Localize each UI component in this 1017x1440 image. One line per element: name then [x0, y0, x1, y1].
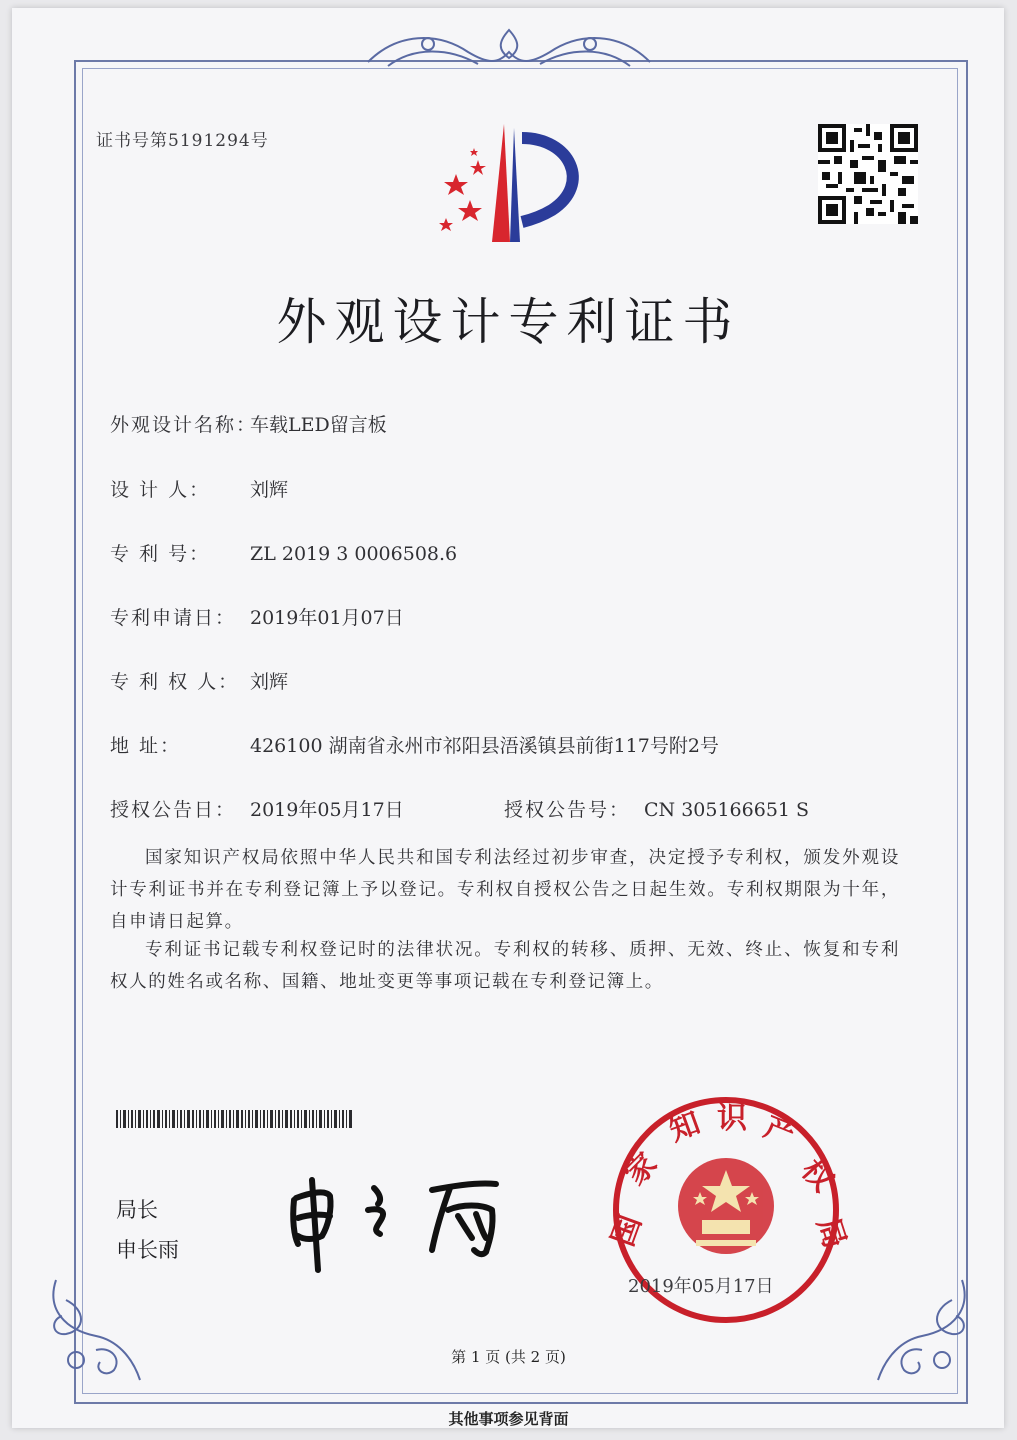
seal-char: 产	[759, 1109, 801, 1154]
bottom-right-ornament-icon	[862, 1270, 982, 1390]
director-title: 局长	[116, 1198, 158, 1222]
certificate-title: 外观设计专利证书	[276, 293, 741, 351]
field-value: ZL 2019 3 0006508.6	[250, 543, 458, 565]
field-value: 刘辉	[250, 479, 289, 501]
director-name: 申长雨	[116, 1238, 179, 1262]
field-label: 专利申请日：	[110, 607, 237, 629]
field-value: 刘辉	[250, 671, 289, 693]
field-label: 设 计 人：	[110, 479, 211, 501]
field-value: 2019年01月07日	[250, 607, 404, 629]
seal-char: 家	[618, 1146, 665, 1193]
field-value: 车载LED留言板	[250, 414, 387, 436]
field-announce-number	[504, 795, 809, 822]
back-note: 其他事项参见背面	[448, 1410, 569, 1428]
field-patentee	[110, 667, 288, 694]
qr-code-icon	[818, 124, 918, 224]
seal-char: 国	[605, 1210, 649, 1251]
top-ornament-icon	[358, 22, 660, 76]
field-address	[110, 731, 719, 758]
field-application-date	[110, 603, 404, 630]
field-value: CN 305166651 S	[644, 799, 810, 821]
seal-char: 知	[664, 1105, 705, 1149]
field-label: 地 址：	[110, 735, 182, 757]
page-indicator: 第 1 页 (共 2 页)	[451, 1348, 566, 1366]
certificate-number: 证书号第5191294号	[96, 131, 269, 151]
paragraph-grant: 国家知识产权局依照中华人民共和国专利法经过初步审查，决定授予专利权，颁发外观设计专利证书并在专利登记簿上予以登记。专利权自授权公告之日起生效。专利权期限为十年，自申请日起算。	[110, 848, 900, 932]
cnipa-logo-icon	[430, 124, 590, 248]
field-value: 2019年05月17日	[250, 799, 404, 821]
seal-char: 局	[809, 1213, 853, 1253]
field-value: 426100 湖南省永州市祁阳县浯溪镇县前街117号附2号	[250, 735, 719, 757]
field-announce-date	[110, 795, 404, 822]
barcode-icon	[116, 1110, 352, 1128]
field-designer	[110, 475, 288, 502]
field-label: 专 利 号：	[110, 543, 211, 565]
paragraph-legal-status: 专利证书记载专利权登记时的法律状况。专利权的转移、质押、无效、终止、恢复和专利权人的姓名或名称、国籍、地址变更等事项记载在专利登记簿上。	[110, 940, 900, 992]
field-patent-number	[110, 539, 457, 566]
field-label: 外观设计名称：	[110, 414, 258, 436]
signature-image	[282, 1170, 512, 1280]
bottom-left-ornament-icon	[36, 1270, 156, 1390]
seal-char: 识	[717, 1101, 747, 1136]
field-label: 授权公告日：	[110, 799, 237, 821]
seal-char: 权	[794, 1152, 841, 1199]
field-design-name	[110, 410, 387, 437]
field-label: 专 利 权 人：	[110, 671, 240, 693]
seal-date: 2019年05月17日	[628, 1276, 774, 1297]
field-label: 授权公告号：	[504, 799, 631, 821]
